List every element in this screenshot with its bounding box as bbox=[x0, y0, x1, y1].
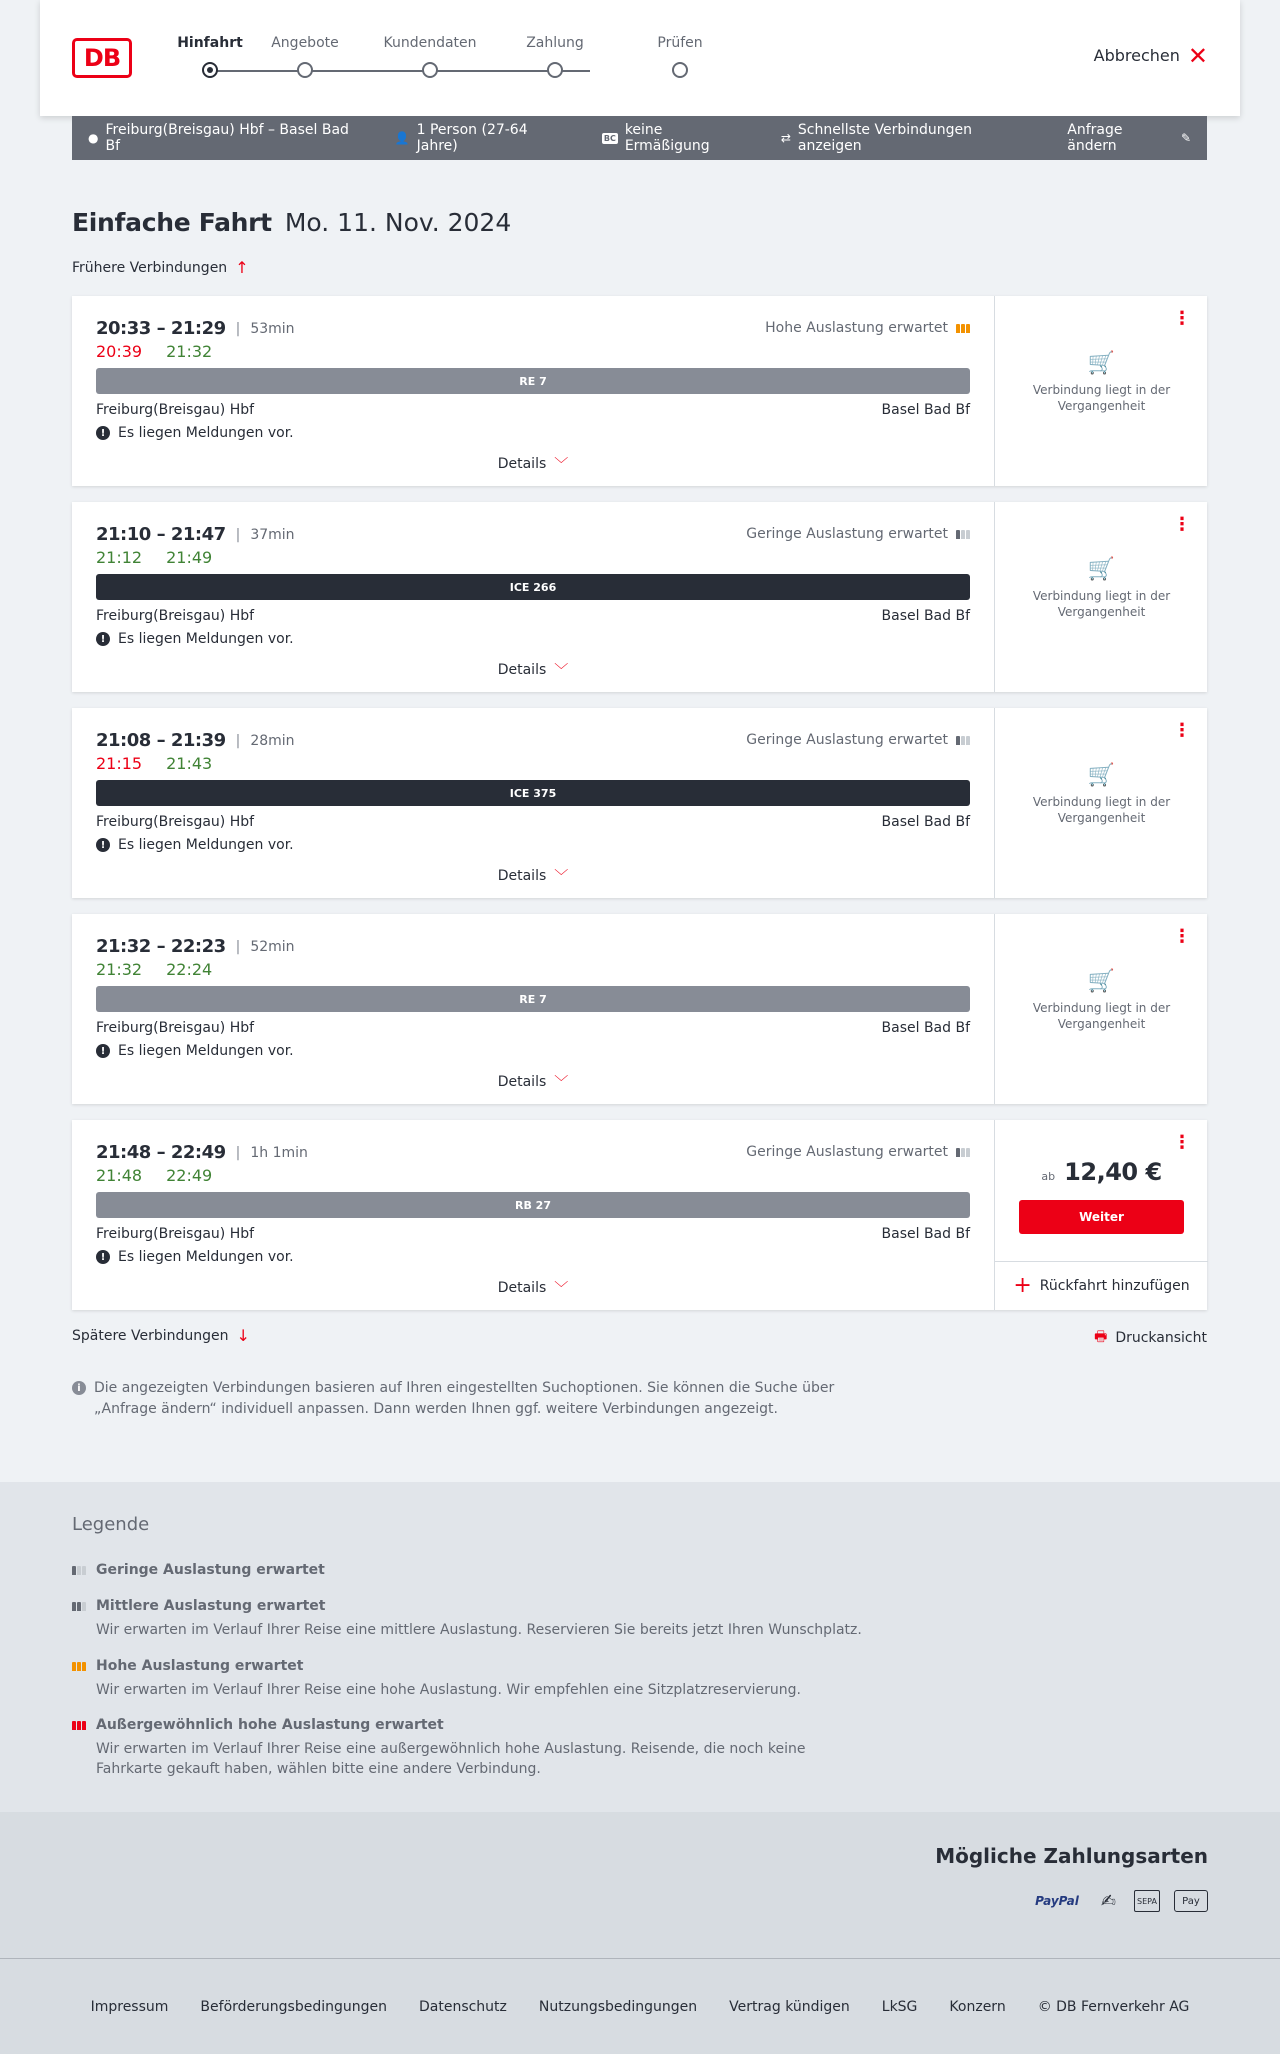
past-text: Verbindung liegt in der Vergangenheit bbox=[1032, 589, 1171, 619]
close-icon: ✕ bbox=[1187, 41, 1208, 70]
occupancy-info bbox=[746, 732, 970, 748]
past-connection-notice bbox=[995, 351, 1208, 414]
separator: | bbox=[235, 938, 241, 955]
cancel-button[interactable] bbox=[1093, 41, 1208, 70]
pencil-icon: ✎ bbox=[1180, 131, 1191, 145]
connection-info[interactable] bbox=[72, 502, 994, 692]
header bbox=[40, 0, 1240, 116]
duration: 52min bbox=[250, 938, 295, 955]
paypal-icon: PayPal bbox=[1035, 1894, 1079, 1908]
later-connections-link[interactable] bbox=[72, 1326, 250, 1345]
swap-arrows-icon: ⇄ bbox=[780, 131, 791, 145]
realtime-departure: 21:32 bbox=[96, 960, 143, 979]
offer-panel bbox=[994, 296, 1207, 486]
train-line-bar[interactable]: RE 7 bbox=[96, 986, 970, 1012]
realtime-departure: 21:12 bbox=[96, 548, 143, 567]
bahncard-icon: BC bbox=[603, 133, 616, 143]
footer-copyright: © DB Fernverkehr AG bbox=[1037, 1999, 1190, 2015]
step-pruefen bbox=[620, 34, 740, 78]
planned-times bbox=[96, 318, 295, 339]
duration: 53min bbox=[250, 320, 295, 337]
print-label: Druckansicht bbox=[1115, 1330, 1207, 1346]
info-text: Die angezeigten Verbindungen basieren auf Ihren eingestellten Suchoptionen. Sie können die Suche über „Anfrage ändern“ individuell anpassen. Dann werden Ihnen ggf. weitere Verbindungen angezeigt. bbox=[94, 1380, 835, 1417]
messages-notice bbox=[96, 1249, 294, 1265]
occupancy-low-icon bbox=[956, 1148, 970, 1157]
details-toggle[interactable] bbox=[72, 454, 994, 474]
details-toggle[interactable] bbox=[72, 1072, 994, 1092]
occupancy-high-icon bbox=[72, 1662, 86, 1671]
details-toggle[interactable] bbox=[72, 866, 994, 886]
step-angebote bbox=[245, 34, 365, 78]
past-connection-notice bbox=[995, 969, 1208, 1032]
details-label: Details bbox=[497, 1074, 547, 1090]
cart-unavailable-icon: 🛒 bbox=[1087, 351, 1116, 376]
step-dot bbox=[202, 62, 218, 78]
chevron-down-icon: ﹀ bbox=[554, 663, 569, 679]
arrival-station: Basel Bad Bf bbox=[881, 608, 970, 624]
offer-panel bbox=[994, 708, 1207, 898]
train-line-bar[interactable]: RE 7 bbox=[96, 368, 970, 394]
occupancy-text: Geringe Auslastung erwartet bbox=[746, 732, 948, 748]
realtime-arrival: 21:32 bbox=[166, 342, 213, 361]
details-label: Details bbox=[497, 868, 547, 884]
cart-unavailable-icon: 🛒 bbox=[1087, 557, 1116, 582]
legend-label: Außergewöhnlich hohe Auslastung erwartet bbox=[96, 1717, 444, 1733]
departure-station: Freiburg(Breisgau) Hbf bbox=[96, 1020, 255, 1036]
messages-notice bbox=[96, 837, 294, 853]
arrival-station: Basel Bad Bf bbox=[881, 1020, 970, 1036]
progress-stepper bbox=[177, 34, 703, 84]
legend-item bbox=[72, 1562, 872, 1578]
planned-time-range: 21:32 – 22:23 bbox=[96, 936, 226, 957]
occupancy-info bbox=[765, 320, 970, 336]
alert-icon: ! bbox=[96, 426, 110, 440]
realtime-times bbox=[96, 1166, 212, 1185]
planned-times bbox=[96, 730, 295, 751]
price-prefix: ab bbox=[1041, 1170, 1056, 1183]
more-options-icon[interactable]: ⋮ bbox=[1173, 514, 1191, 535]
legend-title: Legende bbox=[72, 1514, 150, 1535]
occupancy-exceptional-icon bbox=[72, 1721, 86, 1730]
discount-text: keine Ermäßigung bbox=[624, 122, 710, 154]
apple-pay-icon: Pay bbox=[1174, 1890, 1208, 1912]
legend-item bbox=[72, 1717, 872, 1779]
earlier-label: Frühere Verbindungen bbox=[72, 259, 228, 276]
price-value: 12,40 € bbox=[1064, 1158, 1162, 1186]
planned-time-range: 20:33 – 21:29 bbox=[96, 318, 226, 339]
arrow-down-icon: ↓ bbox=[236, 1326, 250, 1345]
details-label: Details bbox=[497, 1280, 547, 1296]
route-summary bbox=[88, 122, 363, 154]
printer-icon: 🖶 bbox=[1094, 1329, 1108, 1345]
message-text: Es liegen Meldungen vor. bbox=[118, 1043, 294, 1059]
occupancy-medium-icon bbox=[72, 1602, 86, 1611]
connection-card bbox=[72, 708, 1207, 898]
print-view-link[interactable] bbox=[1094, 1326, 1207, 1350]
db-logo[interactable]: DB bbox=[72, 38, 132, 78]
planned-time-range: 21:08 – 21:39 bbox=[96, 730, 226, 751]
footer-link-befoerderungsbedingungen[interactable]: Beförderungsbedingungen bbox=[200, 1999, 387, 2015]
more-options-icon[interactable]: ⋮ bbox=[1173, 720, 1191, 741]
footer-link-nutzungsbedingungen[interactable]: Nutzungsbedingungen bbox=[538, 1999, 698, 2015]
planned-times bbox=[96, 1142, 308, 1163]
later-label: Spätere Verbindungen bbox=[72, 1327, 229, 1344]
occupancy-info bbox=[746, 526, 970, 542]
message-text: Es liegen Meldungen vor. bbox=[118, 425, 294, 441]
payment-methods-section bbox=[0, 1812, 1280, 1958]
alert-icon: ! bbox=[96, 838, 110, 852]
planned-time-range: 21:10 – 21:47 bbox=[96, 524, 226, 545]
separator: | bbox=[235, 732, 241, 749]
occupancy-text: Geringe Auslastung erwartet bbox=[746, 1144, 948, 1160]
legend-item bbox=[72, 1598, 872, 1640]
train-line-bar[interactable]: ICE 375 bbox=[96, 780, 970, 806]
passenger-text: 1 Person (27-64 Jahre) bbox=[416, 122, 528, 154]
arrival-station: Basel Bad Bf bbox=[881, 1226, 970, 1242]
train-line-bar[interactable]: RB 27 bbox=[96, 1192, 970, 1218]
legend-description: Wir erwarten im Verlauf Ihrer Reise eine hohe Auslastung. Wir empfehlen eine Sitzplatzreservierung. bbox=[96, 1682, 801, 1698]
footer-link-datenschutz[interactable]: Datenschutz bbox=[418, 1999, 507, 2015]
change-request-button[interactable] bbox=[1067, 122, 1191, 154]
legend-description: Wir erwarten im Verlauf Ihrer Reise eine mittlere Auslastung. Reservieren Sie bereits jetzt Ihren Wunschplatz. bbox=[96, 1622, 862, 1638]
location-pin-icon: ● bbox=[88, 131, 99, 145]
realtime-times bbox=[96, 754, 212, 773]
occupancy-high-icon bbox=[956, 324, 970, 333]
plus-icon: + bbox=[1013, 1273, 1032, 1298]
page-title bbox=[72, 208, 511, 237]
details-toggle[interactable] bbox=[72, 1278, 994, 1298]
arrow-up-icon: ↑ bbox=[235, 258, 249, 277]
step-dot bbox=[297, 62, 313, 78]
occupancy-low-icon bbox=[956, 736, 970, 745]
chevron-down-icon: ﹀ bbox=[554, 1281, 569, 1297]
arrival-station: Basel Bad Bf bbox=[881, 402, 970, 418]
realtime-departure: 21:48 bbox=[96, 1166, 143, 1185]
connection-info[interactable] bbox=[72, 708, 994, 898]
fastest-text: Schnellste Verbindungen anzeigen bbox=[797, 122, 973, 154]
more-options-icon[interactable]: ⋮ bbox=[1173, 1132, 1191, 1153]
offer-panel bbox=[994, 914, 1207, 1104]
footer-links bbox=[0, 1999, 1280, 2015]
passenger-summary bbox=[395, 122, 570, 154]
footer-link-konzern[interactable]: Konzern bbox=[949, 1999, 1006, 2015]
departure-station: Freiburg(Breisgau) Hbf bbox=[96, 814, 255, 830]
messages-notice bbox=[96, 425, 294, 441]
cart-unavailable-icon: 🛒 bbox=[1087, 763, 1116, 788]
occupancy-info bbox=[746, 1144, 970, 1160]
departure-station: Freiburg(Breisgau) Hbf bbox=[96, 402, 255, 418]
arrival-station: Basel Bad Bf bbox=[881, 814, 970, 830]
step-dot bbox=[547, 62, 563, 78]
realtime-arrival: 21:43 bbox=[166, 754, 213, 773]
price-display bbox=[995, 1158, 1208, 1186]
offer-panel bbox=[994, 502, 1207, 692]
separator: | bbox=[235, 320, 241, 337]
duration: 1h 1min bbox=[250, 1144, 308, 1161]
alert-icon: ! bbox=[96, 632, 110, 646]
duration: 37min bbox=[250, 526, 295, 543]
messages-notice bbox=[96, 631, 294, 647]
message-text: Es liegen Meldungen vor. bbox=[118, 837, 294, 853]
connection-card bbox=[72, 296, 1207, 486]
details-label: Details bbox=[497, 662, 547, 678]
occupancy-low-icon bbox=[956, 530, 970, 539]
step-kundendaten bbox=[370, 34, 490, 78]
occupancy-text: Hohe Auslastung erwartet bbox=[765, 320, 948, 336]
separator: | bbox=[235, 1144, 241, 1161]
separator: | bbox=[235, 526, 241, 543]
footer bbox=[0, 1958, 1280, 2054]
past-connection-notice bbox=[995, 557, 1208, 620]
fastest-connections-toggle[interactable] bbox=[781, 122, 1035, 154]
connection-info[interactable] bbox=[72, 1120, 994, 1310]
details-label: Details bbox=[497, 456, 547, 472]
alert-icon: ! bbox=[96, 1250, 110, 1264]
connection-info[interactable] bbox=[72, 296, 994, 486]
continue-button[interactable]: Weiter bbox=[1019, 1200, 1184, 1234]
duration: 28min bbox=[250, 732, 295, 749]
chevron-down-icon: ﹀ bbox=[554, 457, 569, 473]
add-return-trip-button[interactable] bbox=[995, 1261, 1208, 1310]
direct-debit-icon: ✍ bbox=[1100, 1890, 1116, 1912]
legend-label: Hohe Auslastung erwartet bbox=[96, 1658, 304, 1674]
realtime-arrival: 22:49 bbox=[166, 1166, 213, 1185]
more-options-icon[interactable]: ⋮ bbox=[1173, 308, 1191, 329]
payment-title: Mögliche Zahlungsarten bbox=[935, 1844, 1208, 1868]
step-dot bbox=[672, 62, 688, 78]
sepa-icon: SEPA bbox=[1134, 1890, 1160, 1912]
footer-link-impressum[interactable]: Impressum bbox=[90, 1999, 169, 2015]
realtime-departure: 20:39 bbox=[96, 342, 143, 361]
step-zahlung bbox=[495, 34, 615, 78]
message-text: Es liegen Meldungen vor. bbox=[118, 1249, 294, 1265]
trip-type: Einfache Fahrt bbox=[72, 208, 272, 237]
step-label: Kundendaten bbox=[383, 35, 477, 51]
connection-card bbox=[72, 502, 1207, 692]
return-label: Rückfahrt hinzufügen bbox=[1039, 1278, 1190, 1294]
realtime-departure: 21:15 bbox=[96, 754, 143, 773]
step-label: Zahlung bbox=[526, 35, 584, 51]
discount-summary bbox=[602, 122, 749, 154]
chevron-down-icon: ﹀ bbox=[554, 869, 569, 885]
footer-link-lksg[interactable]: LkSG bbox=[881, 1999, 918, 2015]
departure-station: Freiburg(Breisgau) Hbf bbox=[96, 608, 255, 624]
realtime-times bbox=[96, 960, 212, 979]
legend-label: Mittlere Auslastung erwartet bbox=[96, 1598, 326, 1614]
earlier-connections-link[interactable] bbox=[72, 258, 249, 277]
chevron-down-icon: ﹀ bbox=[554, 1075, 569, 1091]
message-text: Es liegen Meldungen vor. bbox=[118, 631, 294, 647]
route-text: Freiburg(Breisgau) Hbf – Basel Bad Bf bbox=[105, 122, 349, 154]
realtime-times bbox=[96, 548, 212, 567]
past-text: Verbindung liegt in der Vergangenheit bbox=[1032, 383, 1171, 413]
payment-icons bbox=[1031, 1890, 1208, 1912]
planned-times bbox=[96, 524, 295, 545]
train-line-bar[interactable]: ICE 266 bbox=[96, 574, 970, 600]
realtime-arrival: 21:49 bbox=[166, 548, 213, 567]
cart-unavailable-icon: 🛒 bbox=[1087, 969, 1116, 994]
step-label: Prüfen bbox=[657, 35, 703, 51]
planned-times bbox=[96, 936, 295, 957]
step-label: Hinfahrt bbox=[177, 35, 243, 51]
step-label: Angebote bbox=[271, 35, 339, 51]
more-options-icon[interactable]: ⋮ bbox=[1173, 926, 1191, 947]
planned-time-range: 21:48 – 22:49 bbox=[96, 1142, 226, 1163]
offer-panel bbox=[994, 1120, 1207, 1310]
past-text: Verbindung liegt in der Vergangenheit bbox=[1032, 795, 1171, 825]
info-icon: i bbox=[72, 1381, 86, 1395]
legend-item bbox=[72, 1658, 872, 1700]
details-toggle[interactable] bbox=[72, 660, 994, 680]
change-text: Anfrage ändern bbox=[1067, 122, 1123, 154]
connection-card bbox=[72, 914, 1207, 1104]
trip-date: Mo. 11. Nov. 2024 bbox=[284, 208, 512, 237]
departure-station: Freiburg(Breisgau) Hbf bbox=[96, 1226, 255, 1242]
realtime-times bbox=[96, 342, 212, 361]
past-connection-notice bbox=[995, 763, 1208, 826]
alert-icon: ! bbox=[96, 1044, 110, 1058]
legend-label: Geringe Auslastung erwartet bbox=[96, 1562, 325, 1578]
past-text: Verbindung liegt in der Vergangenheit bbox=[1032, 1001, 1171, 1031]
occupancy-text: Geringe Auslastung erwartet bbox=[746, 526, 948, 542]
legend-section bbox=[0, 1482, 1280, 1812]
search-info-note bbox=[72, 1378, 862, 1420]
occupancy-low-icon bbox=[72, 1566, 86, 1575]
search-summary-bar bbox=[72, 116, 1207, 160]
legend-description: Wir erwarten im Verlauf Ihrer Reise eine außergewöhnlich hohe Auslastung. Reisende, die noch keine Fahrkarte gekauft haben, wählen bitte eine andere Verbindung. bbox=[96, 1741, 806, 1777]
footer-link-vertrag-kuendigen[interactable]: Vertrag kündigen bbox=[729, 1999, 850, 2015]
cancel-label: Abbrechen bbox=[1093, 46, 1180, 65]
messages-notice bbox=[96, 1043, 294, 1059]
connection-info[interactable] bbox=[72, 914, 994, 1104]
person-icon: 👤 bbox=[394, 131, 410, 145]
connection-card bbox=[72, 1120, 1207, 1310]
realtime-arrival: 22:24 bbox=[166, 960, 213, 979]
step-dot bbox=[422, 62, 438, 78]
